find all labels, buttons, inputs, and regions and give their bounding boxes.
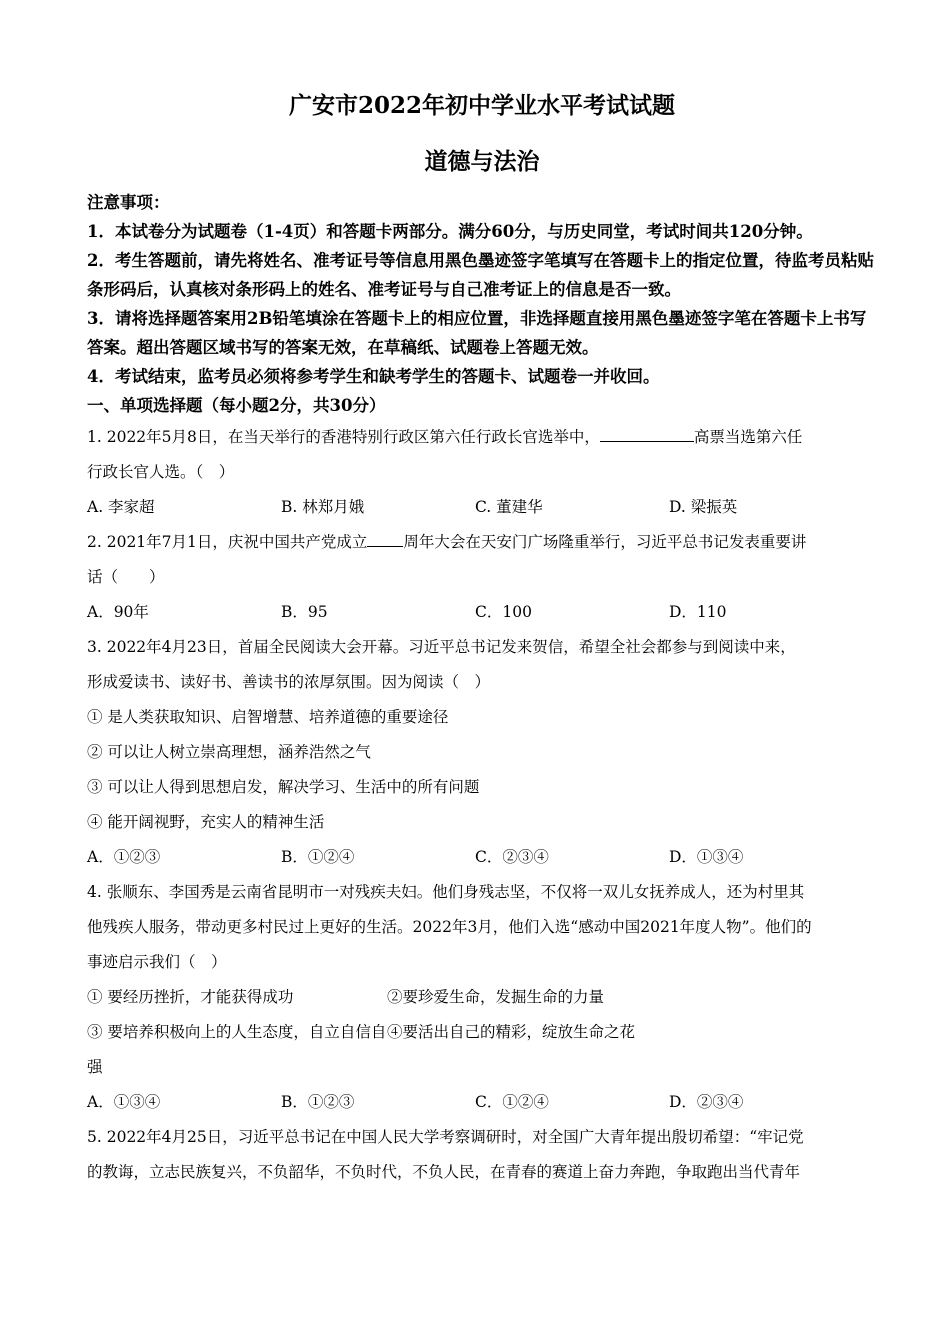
option-d[interactable]: D. 梁振英 (669, 498, 738, 516)
question-5 (87, 1120, 877, 1190)
question-stem (87, 420, 877, 455)
section-heading: 一、单项选择题（每小题2分，共30分） (87, 396, 386, 415)
notice-heading: 注意事项： (87, 193, 170, 212)
answer-blank (367, 530, 403, 547)
statement: ③ 要培养积极向上的人生态度，自立自信自强 (87, 1023, 387, 1076)
question-1 (87, 420, 877, 525)
statements-row (87, 1015, 877, 1085)
option-c[interactable]: C．100 (475, 603, 532, 621)
notice-block (87, 188, 877, 391)
options-row (87, 1085, 877, 1120)
exam-title: 广安市2022年初中学业水平考试试题 (288, 92, 675, 119)
notice-item: 3．请将选择题答案用2B铅笔填涂在答题卡上的相应位置，非选择题直接用黑色墨迹签字笔在答题卡上书写答案。超出答题区域书写的答案无效，在草稿纸、试题卷上答题无效。 (87, 309, 867, 357)
question-stem: 他残疾人服务，带动更多村民过上更好的生活。2022年3月，他们入选“感动中国2021年度人物”。他们的 (87, 918, 812, 936)
option-c[interactable]: C. 董建华 (475, 498, 543, 516)
options-row (87, 840, 877, 875)
notice-item: 4．考试结束，监考员必须将参考学生和缺考学生的答题卡、试题卷一并收回。 (87, 367, 660, 386)
option-c[interactable]: C．②③④ (475, 848, 549, 866)
options-row (87, 595, 877, 630)
question-stem: 话（ ） (87, 568, 165, 586)
statement: ② 可以让人树立崇高理想，涵养浩然之气 (87, 743, 371, 761)
stem-text: 高票当选第六任 (693, 428, 803, 446)
stem-text: 周年大会在天安门广场隆重举行，习近平总书记发表重要讲 (403, 533, 807, 551)
option-b[interactable]: B．①②③ (281, 1093, 355, 1111)
option-d[interactable]: D．①③④ (669, 848, 744, 866)
question-stem: 的教诲，立志民族复兴，不负韶华，不负时代，不负人民，在青春的赛道上奋力奔跑，争取跑出当代青年 (87, 1163, 801, 1181)
stem-text: 2. 2021年7月1日，庆祝中国共产党成立 (87, 533, 368, 551)
statement: ③ 可以让人得到思想启发，解决学习、生活中的所有问题 (87, 778, 480, 796)
question-4 (87, 875, 877, 1120)
question-stem: 形成爱读书、读好书、善读书的浓厚氛围。因为阅读（ ） (87, 673, 491, 691)
statements-row (87, 980, 877, 1015)
exam-page (87, 88, 877, 1190)
options-row (87, 490, 877, 525)
question-stem: 3. 2022年4月23日，首届全民阅读大会开幕。习近平总书记发来贺信，希望全社会都参与到阅读中来， (87, 638, 796, 656)
question-3 (87, 630, 877, 875)
option-c[interactable]: C．①②④ (475, 1093, 549, 1111)
option-d[interactable]: D．110 (669, 603, 727, 621)
stem-text: 1. 2022年5月8日，在当天举行的香港特别行政区第六任行政长官选举中， (87, 428, 600, 446)
option-b[interactable]: B．①②④ (281, 848, 355, 866)
statement: ④ 能开阔视野，充实人的精神生活 (87, 813, 325, 831)
option-a[interactable]: A. 李家超 (87, 498, 155, 516)
notice-item: 2．考生答题前，请先将姓名、准考证号等信息用黑色墨迹签字笔填写在答题卡上的指定位置，待监考员粘贴条形码后，认真核对条形码上的姓名、准考证号与自己准考证上的信息是否一致。 (87, 251, 874, 299)
option-d[interactable]: D．②③④ (669, 1093, 744, 1111)
option-b[interactable]: B. 林郑月娥 (281, 498, 365, 516)
option-a[interactable]: A．90年 (87, 603, 149, 621)
notice-item: 1．本试卷分为试题卷（1-4页）和答题卡两部分。满分60分，与历史同堂，考试时间共120分钟。 (87, 222, 813, 241)
statement: ① 要经历挫折，才能获得成功 (87, 988, 294, 1006)
option-a[interactable]: A．①②③ (87, 848, 161, 866)
question-stem (87, 525, 877, 560)
question-stem: 5. 2022年4月25日，习近平总书记在中国人民大学考察调研时，对全国广大青年提出殷切希望：“牢记党 (87, 1128, 804, 1146)
statement: ④要活出自己的精彩，绽放生命之花 (387, 1023, 636, 1041)
statement: ②要珍爱生命，发掘生命的力量 (387, 988, 605, 1006)
question-stem: 4. 张顺东、李国秀是云南省昆明市一对残疾夫妇。他们身残志坚，不仅将一双儿女抚养成人，还为村里其 (87, 883, 805, 901)
question-2 (87, 525, 877, 630)
answer-blank (600, 425, 694, 442)
option-a[interactable]: A．①③④ (87, 1093, 161, 1111)
question-stem: 事迹启示我们（ ） (87, 953, 227, 971)
option-b[interactable]: B．95 (281, 603, 328, 621)
question-stem: 行政长官人选。（ ） (87, 463, 235, 481)
subject-title: 道德与法治 (424, 148, 540, 175)
statement: ① 是人类获取知识、启智增慧、培养道德的重要途径 (87, 708, 449, 726)
